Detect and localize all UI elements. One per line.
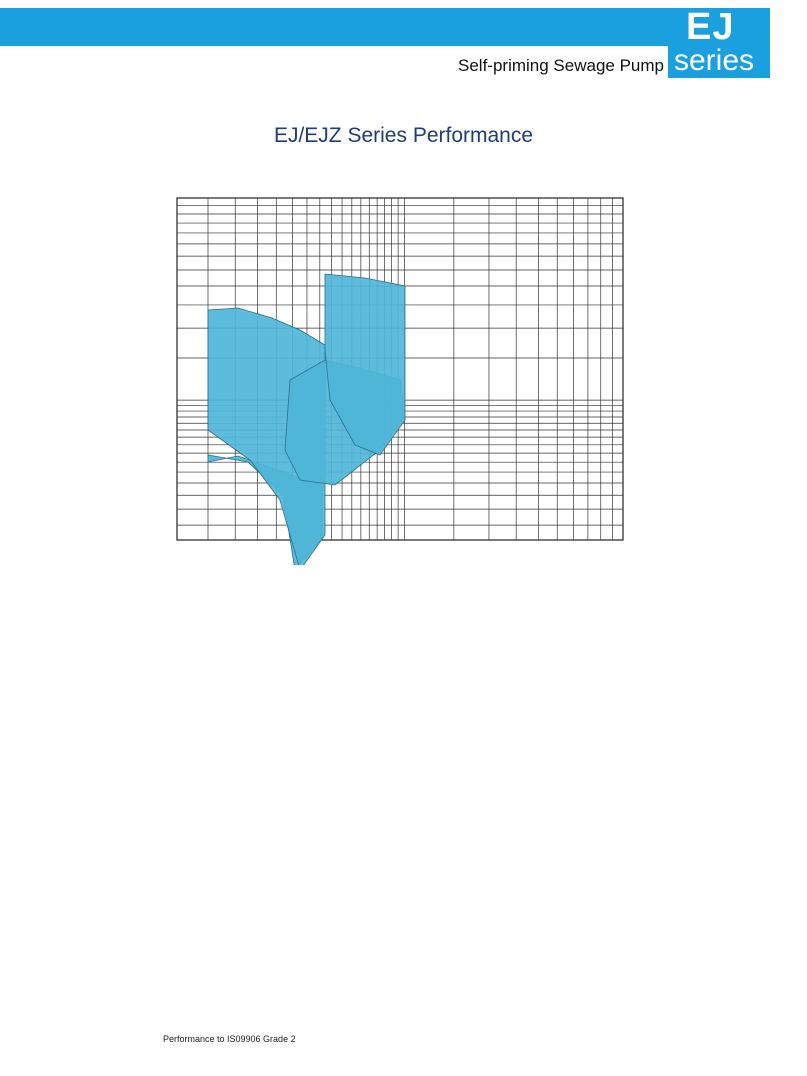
- header-bar: [0, 8, 668, 46]
- chart-svg-1: [0, 150, 807, 565]
- brand-top-text: EJ: [686, 6, 735, 48]
- brand-logo: [668, 8, 770, 78]
- brand-bottom-text: series: [674, 44, 755, 77]
- product-subtitle: Self-priming Sewage Pump: [458, 56, 664, 75]
- footnote: Performance to IS09906 Grade 2: [163, 1034, 296, 1044]
- performance-chart-1: [0, 150, 807, 565]
- page-title: EJ/EJZ Series Performance: [273, 124, 534, 147]
